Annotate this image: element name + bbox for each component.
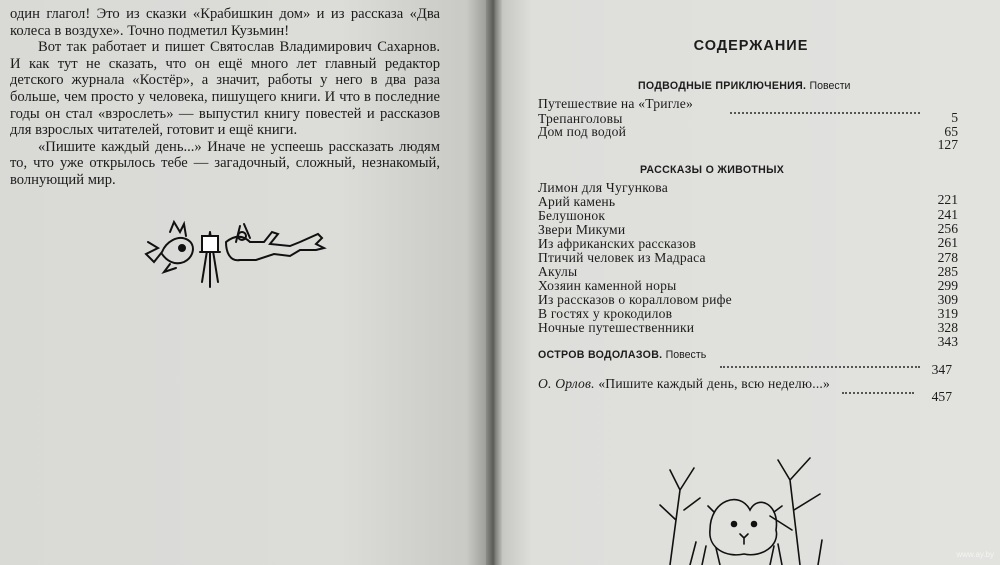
toc-entry-title: Хозяин каменной норы (538, 278, 677, 293)
watermark: www.ay.by (956, 550, 994, 559)
book-gutter (486, 0, 502, 565)
toc-entry-title: В гостях у крокодилов (538, 306, 673, 321)
toc-entry-page: 343 (937, 334, 958, 349)
toc-entry-page: 309 (937, 292, 958, 307)
toc-entry-page: 241 (937, 207, 958, 222)
section-heading: РАССКАЗЫ О ЖИВОТНЫХ (640, 164, 785, 176)
toc-entry-title: Из рассказов о коралловом рифе (538, 292, 732, 307)
toc-entry-title: Акулы (538, 264, 578, 279)
leader-dots (730, 98, 920, 114)
toc-entry-page: 278 (937, 250, 958, 265)
toc-entry-page: 5 (951, 110, 958, 125)
section-heading: ОСТРОВ ВОДОЛАЗОВ. Повесть (538, 349, 707, 361)
toc-entry-title: Трепанголовы (538, 111, 623, 126)
afterword-title: «Пишите каждый день, всю неделю...» (598, 376, 831, 391)
lion-in-grass-illustration (650, 450, 840, 565)
left-page-text (10, 6, 440, 189)
toc-entry-page: 261 (937, 235, 958, 250)
toc-entry-title: Белушонок (538, 208, 606, 223)
page-title: СОДЕРЖАНИЕ (693, 38, 809, 54)
toc-entry-title: Звери Микуми (538, 222, 626, 237)
toc-entry-title: Птичий человек из Мадраса (538, 250, 706, 265)
section-heading: ПОДВОДНЫЕ ПРИКЛЮЧЕНИЯ. Повести (638, 80, 851, 92)
toc-entry-page: 347 (931, 362, 952, 377)
toc-entry-page: 221 (937, 192, 958, 207)
afterword-author: О. Орлов. (538, 376, 595, 391)
toc-entry-page: 457 (931, 389, 952, 404)
toc-entry-page: 285 (937, 264, 958, 279)
toc-entry-title: Ночные путешественники (538, 320, 695, 335)
paragraph: один глагол! Это из сказки «Крабишкин дом» и из рассказа «Два колеса в воздухе». Точно подметил Кузьмин! (10, 6, 440, 39)
paragraph: «Пишите каждый день...» Иначе не успеешь рассказать людям то, что уже открылось тебе — загадочный, сложный, незнакомый, волнующий мир. (10, 138, 440, 188)
toc-entry-page: 256 (937, 221, 958, 236)
fish-painter-illustration (140, 212, 330, 292)
toc-entry-title: Из африканских рассказов (538, 236, 696, 251)
toc-entry-title: Путешествие на «Тригле» (538, 96, 693, 111)
toc-entry-title: Арий камень (538, 194, 616, 209)
leader-dots (720, 352, 920, 368)
toc-entry-page: 328 (937, 320, 958, 335)
toc-entry-page: 65 (944, 124, 958, 139)
toc-entry-page: 319 (937, 306, 958, 321)
toc-entry-page: 127 (937, 137, 958, 152)
toc-entry-title: Лимон для Чугункова (538, 180, 668, 195)
toc-entry-page: 299 (937, 278, 958, 293)
paragraph: Вот так работает и пишет Святослав Владимирович Сахарнов. И как тут не сказать, что он ещё много лет главный редактор детского журнала «Костёр», а значит, работы у него в два раза больше, чем просто у человека, пишущего книги. И что в последние годы он стал «взрослеть» — выпустил книгу повестей и рассказов для взрослых читателей, готовит и ещё книги. (10, 39, 440, 139)
toc-entry-title: Дом под водой (538, 124, 627, 139)
afterword-entry (538, 376, 830, 392)
